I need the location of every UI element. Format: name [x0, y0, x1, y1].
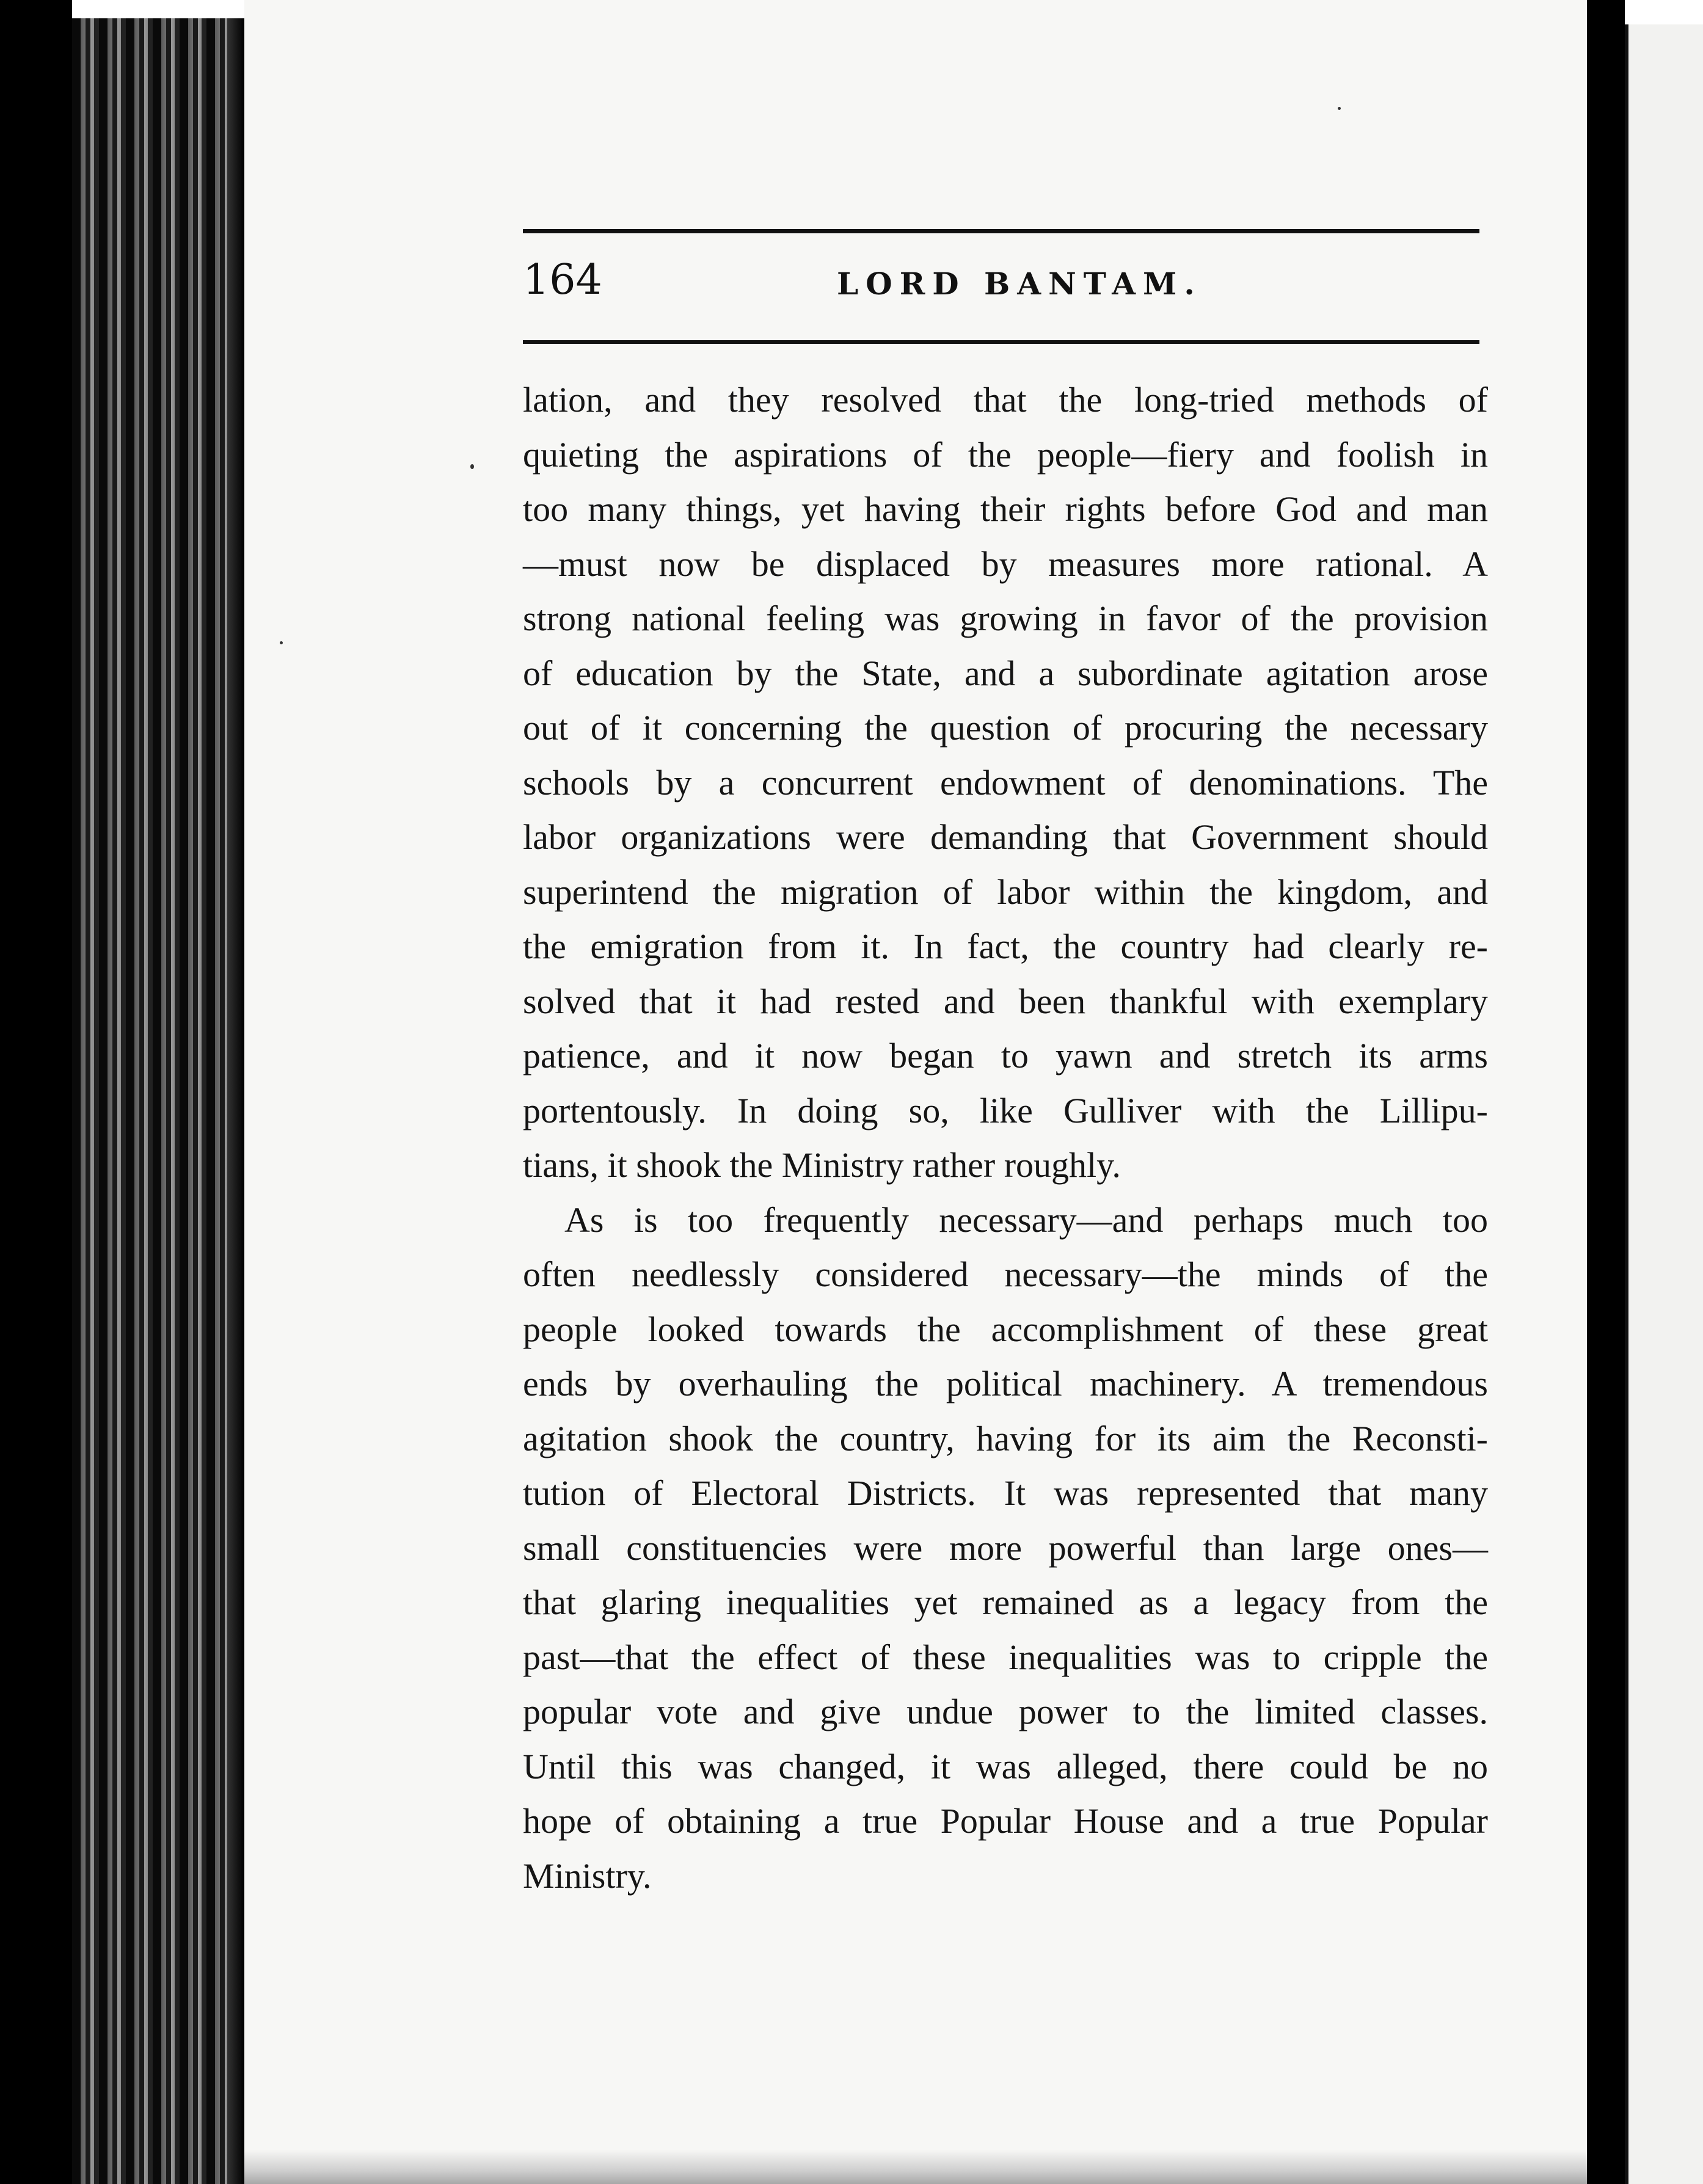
print-speck — [470, 464, 474, 469]
running-title: LORD BANTAM. — [837, 266, 1202, 302]
page-bottom-shadow — [244, 2150, 1587, 2184]
scanner-border-left — [0, 0, 72, 2184]
text-line: popular vote and give undue power to the limited classes. — [523, 1692, 1488, 1731]
facing-page-edge — [1625, 24, 1703, 2184]
paragraph-2 — [523, 1193, 1488, 1904]
text-line: quieting the aspirations of the people—fiery and foolish in — [523, 434, 1488, 475]
text-line: of education by the State, and a subordinate agitation arose — [523, 653, 1488, 693]
text-line: that glaring inequalities yet remained as a legacy from the — [523, 1582, 1488, 1622]
print-speck — [280, 641, 283, 644]
text-line: superintend the migration of labor within the kingdom, and — [523, 872, 1488, 912]
page-number: 164 — [523, 256, 602, 304]
text-line: Ministry. — [523, 1855, 652, 1896]
text-line: too many things, yet having their rights before God and man — [523, 489, 1488, 529]
text-line: small constituencies were more powerful than large ones— — [523, 1527, 1488, 1568]
text-line: strong national feeling was growing in favor of the provision — [523, 599, 1488, 638]
text-line: often needlessly considered necessary—the minds of the — [523, 1254, 1488, 1294]
header-rule-top — [523, 229, 1479, 233]
text-line: labor organizations were demanding that Government should — [523, 817, 1488, 857]
print-speck — [1338, 107, 1341, 110]
scanner-border-right — [1587, 0, 1625, 2184]
text-line: ends by overhauling the political machinery. A tremendous — [523, 1364, 1488, 1403]
text-line: the emigration from it. In fact, the country had clearly re- — [523, 926, 1488, 966]
text-line: Until this was changed, it was alleged, there could be no — [523, 1746, 1488, 1786]
text-line: hope of obtaining a true Popular House and a true Popular — [523, 1801, 1488, 1841]
text-line: patience, and it now began to yawn and stretch its arms — [523, 1036, 1488, 1076]
header-rule-bottom — [523, 340, 1479, 344]
text-line: tians, it shook the Ministry rather roughly. — [523, 1145, 1121, 1185]
text-line: As is too frequently necessary—and perhaps much too — [564, 1199, 1488, 1240]
text-line: past—that the effect of these inequalities was to cripple the — [523, 1637, 1488, 1677]
text-line: portentously. In doing so, like Gulliver with the Lillipu- — [523, 1090, 1488, 1130]
text-line: —must now be displaced by measures more rational. A — [523, 544, 1488, 584]
text-line: out of it concerning the question of procuring the necessary — [523, 708, 1488, 748]
book-page-edges — [72, 18, 244, 2184]
text-line: agitation shook the country, having for its aim the Reconsti- — [523, 1418, 1488, 1458]
body-text — [523, 373, 1488, 1903]
text-line: lation, and they resolved that the long-tried methods of — [523, 380, 1488, 420]
paragraph-1 — [523, 373, 1488, 1193]
text-line: schools by a concurrent endowment of denominations. The — [523, 762, 1488, 803]
text-line: tution of Electoral Districts. It was represented that many — [523, 1473, 1488, 1513]
text-line: people looked towards the accomplishment of these great — [523, 1309, 1488, 1349]
text-line: solved that it had rested and been thankful with exemplary — [523, 981, 1488, 1021]
